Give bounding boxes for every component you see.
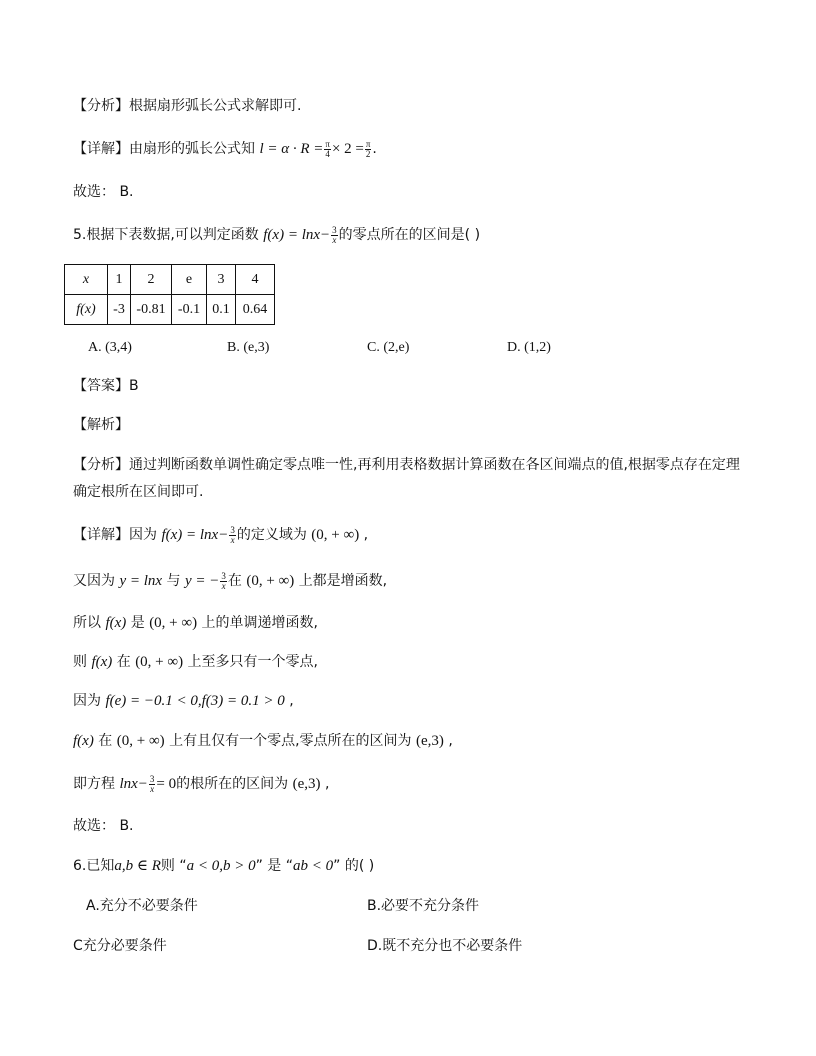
analysis-text: 根据扇形弧长公式求解即可. (129, 98, 302, 114)
domain-interval: (0, + ∞) (149, 615, 198, 631)
option-b: B.必要不充分条件 (367, 898, 480, 914)
detail-line-4 (73, 652, 318, 672)
table-cell: 4 (236, 265, 275, 295)
fraction-3-x: $\frac{3}{x}$ (230, 524, 235, 545)
detail-text: 由扇形的弧长公式知 (129, 141, 255, 157)
text: 在 (116, 654, 131, 670)
text: ” 是 “ (255, 858, 293, 874)
q5-explain-tag: 【解析】 (73, 417, 129, 433)
option-a: A.充分不必要条件 (86, 898, 198, 914)
q4-detail (73, 139, 377, 159)
text: , (324, 776, 330, 792)
function-expr: f(x) (91, 654, 113, 670)
text: 则 (73, 654, 87, 670)
table-cell: 1 (108, 265, 131, 295)
function-expr: y = − (184, 573, 220, 589)
stem-pre: 5.根据下表数据,可以判定函数 (73, 227, 259, 243)
table-cell: 2 (131, 265, 172, 295)
text: 上至多只有一个零点, (187, 654, 318, 670)
domain-interval: (0, + ∞) (116, 733, 165, 749)
fraction-3-x: $\frac{3}{x}$ (221, 570, 226, 591)
detail-line-5 (73, 691, 294, 711)
function-expr: f(x) (105, 615, 127, 631)
text: 在 (227, 573, 242, 589)
detail-tag: 【详解】 (73, 527, 129, 543)
text: 上的单调递增函数, (201, 615, 318, 631)
q4-analysis (73, 96, 301, 116)
table-cell: 0.64 (236, 295, 275, 325)
analysis-tag: 【分析】 (73, 457, 129, 473)
inequality-expr: f(e) = −0.1 < 0,f(3) = 0.1 > 0 (105, 693, 285, 709)
q5-analysis-line-2: 确定根所在区间即可. (73, 484, 204, 500)
fraction-pi-2: $\frac{\pi}{2}$ (365, 138, 371, 159)
q5-analysis (73, 455, 740, 475)
function-expr: f(x) = lnx− (161, 527, 229, 543)
table-cell: 0.1 (207, 295, 236, 325)
text: 与 (166, 573, 181, 589)
fraction-pi-4: $\frac{\pi}{4}$ (325, 138, 330, 159)
option-c: C充分必要条件 (73, 938, 167, 954)
text: 又因为 (73, 573, 115, 589)
text: 即方程 (73, 776, 115, 792)
text: 的定义域为 (236, 527, 307, 543)
detail-line-3 (73, 613, 318, 633)
option-b: B. (e,3) (227, 340, 270, 355)
detail-tag: 【详解】 (73, 141, 129, 157)
text: 因为 (73, 693, 101, 709)
data-table (64, 264, 275, 325)
option-a: A. (3,4) (88, 340, 132, 355)
q5-choice: 故选： B. (73, 818, 134, 834)
root-interval: (e,3) (292, 776, 321, 792)
table-cell: -0.1 (172, 295, 207, 325)
formula-end: . (372, 141, 377, 157)
detail-line-7 (73, 774, 329, 794)
fraction-3-x: $\frac{3}{x}$ (149, 773, 155, 794)
fraction-3-x: $\frac{3}{x}$ (332, 224, 337, 245)
domain-interval: (0, + ∞) (246, 573, 295, 589)
q5-answer: 【答案】B (73, 378, 139, 394)
text: 上都是增函数, (298, 573, 388, 589)
table-row (65, 295, 275, 325)
text: 上有且仅有一个零点,零点所在的区间为 (169, 733, 412, 749)
condition-expr: a < 0,b > 0 (186, 858, 256, 874)
text: 的根所在的区间为 (176, 776, 289, 792)
table-cell: 3 (207, 265, 236, 295)
function-expr: f(x) = lnx− (263, 227, 331, 243)
text: 在 (98, 733, 113, 749)
q5-stem (73, 225, 480, 245)
analysis-line-1: 通过判断函数单调性确定零点唯一性,再利用表格数据计算函数在各区间端点的值,根据零点存在定理 (129, 457, 740, 473)
text: , (363, 527, 369, 543)
detail-line-1 (73, 525, 368, 545)
set-expr: a,b ∈ R (114, 858, 161, 874)
table-cell: f(x) (65, 295, 108, 325)
formula-mid: × 2 = (331, 141, 364, 157)
condition-expr: ab < 0 (293, 858, 334, 874)
text: , (289, 693, 294, 709)
text: 因为 (129, 527, 157, 543)
function-expr: f(x) (73, 733, 94, 749)
detail-line-2 (73, 571, 387, 591)
function-expr: y = lnx (119, 573, 163, 589)
text: , (448, 733, 453, 749)
table-cell: -0.81 (131, 295, 172, 325)
option-d: D. (1,2) (507, 340, 551, 355)
q6-stem (73, 856, 374, 876)
table-cell: -3 (108, 295, 131, 325)
option-d: D.既不充分也不必要条件 (367, 938, 523, 954)
table-cell: x (65, 265, 108, 295)
text: 所以 (73, 615, 101, 631)
text: 6.已知 (73, 858, 115, 874)
arc-formula: l = α · R = (259, 141, 324, 157)
text: 则 “ (160, 858, 187, 874)
text: ” 的( ) (333, 858, 375, 874)
stem-post: 的零点所在的区间是( ) (338, 227, 481, 243)
q4-choice: 故选： B. (73, 184, 134, 200)
table-cell: e (172, 265, 207, 295)
function-expr: lnx− (119, 776, 148, 792)
root-interval: (e,3) (416, 733, 444, 749)
analysis-tag: 【分析】 (73, 98, 129, 114)
detail-line-6 (73, 731, 453, 751)
domain-interval: (0, + ∞) (135, 654, 184, 670)
equation-rhs: = 0 (156, 776, 177, 792)
table-row (65, 265, 275, 295)
domain-interval: (0, + ∞) (311, 527, 360, 543)
text: 是 (130, 615, 145, 631)
option-c: C. (2,e) (367, 340, 410, 355)
